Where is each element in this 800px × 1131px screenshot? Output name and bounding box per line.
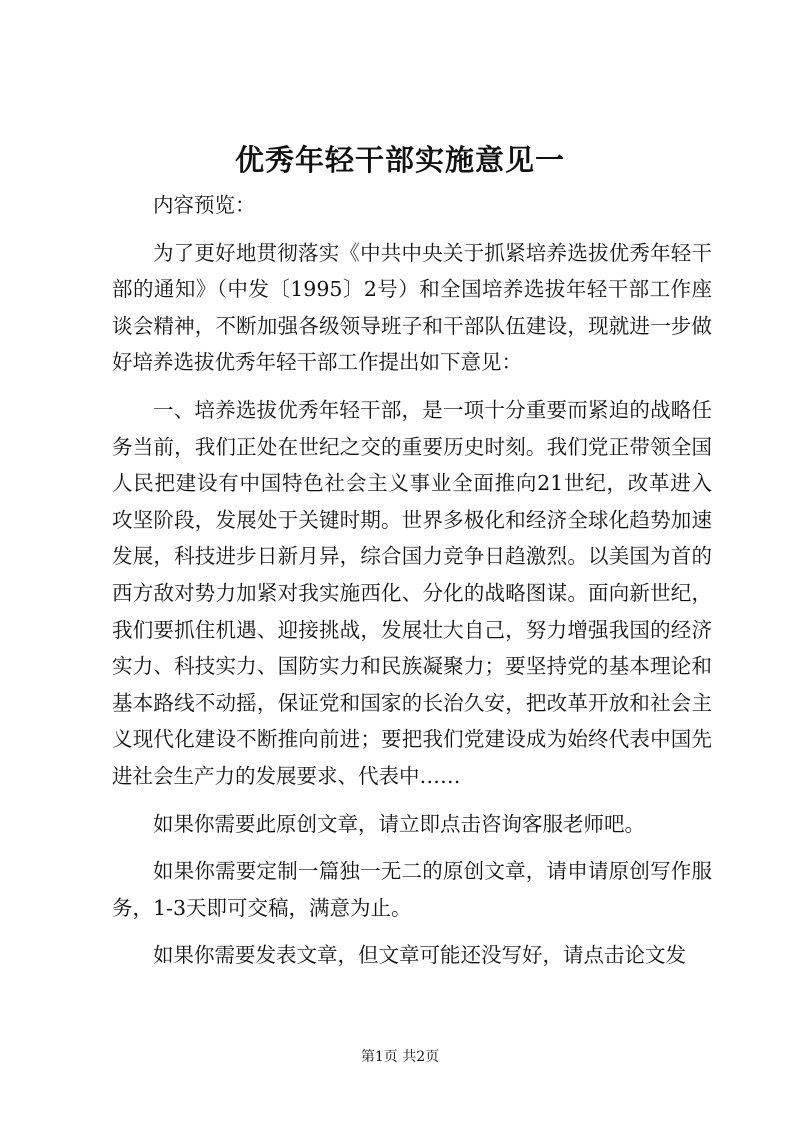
document-title: 优秀年轻干部实施意见一 bbox=[234, 143, 565, 177]
page-number-footer: 第1页 共2页 bbox=[360, 1049, 440, 1065]
publish-paragraph: 如果你需要发表文章，但文章可能还没写好，请点击论文发 bbox=[153, 943, 686, 968]
consult-paragraph: 如果你需要此原创文章，请立即点击咨询客服老师吧。 bbox=[153, 811, 645, 836]
document-body bbox=[112, 187, 712, 974]
custom-writing-paragraph: 如果你需要定制一篇独一无二的原创文章，请申请原创写作服务，1-3天即可交稿，满意为止。 bbox=[112, 859, 712, 920]
preview-label: 内容预览： bbox=[153, 193, 256, 217]
section-one-paragraph: 一、培养选拔优秀年轻干部，是一项十分重要而紧迫的战略任务当前，我们正处在世纪之交的重要历史时刻。我们党正带领全国人民把建设有中国特色社会主义事业全面推向21世纪，改革进入攻坚阶段，发展处于关键时期。世界多极化和经济全球化趋势加速发展，科技进步日新月异，综合国力竞争日趋激烈。以美国为首的西方敌对势力加紧对我实施西化、分化的战略图谋。面向新世纪，我们要抓住机遇、迎接挑战，发展壮大自己，努力增强我国的经济实力、科技实力、国防实力和民族凝聚力；要坚持党的基本理论和基本路线不动摇，保证党和国家的长治久安，把改革开放和社会主义现代化建设不断推向前进；要把我们党建设成为始终代表中国先进社会生产力的发展要求、代表中…… bbox=[112, 397, 712, 788]
intro-paragraph: 为了更好地贯彻落实《中共中央关于抓紧培养选拔优秀年轻干部的通知》（中发〔1995〕2号）和全国培养选拔年轻干部工作座谈会精神，不断加强各级领导班子和干部队伍建设，现就进一步做好培养选拔优秀年轻干部工作提出如下意见： bbox=[112, 240, 712, 375]
